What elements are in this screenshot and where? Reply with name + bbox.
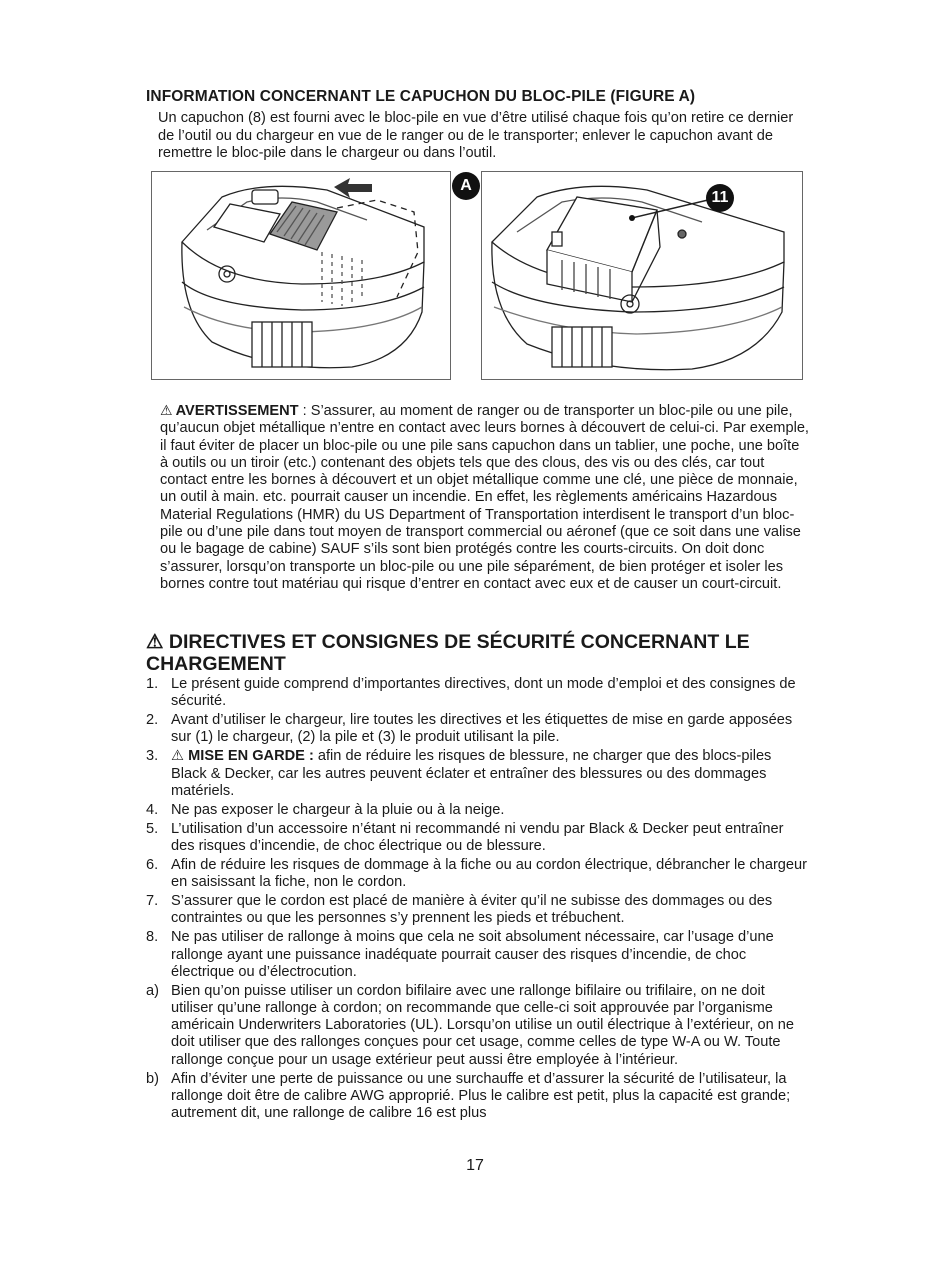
list-item (146, 821, 811, 855)
directives-list (146, 676, 811, 1124)
item-number: 6. (146, 857, 159, 874)
battery-with-cap-illustration (152, 172, 450, 379)
warning-lead: AVERTISSEMENT (175, 403, 299, 419)
page-number: 17 (466, 1157, 484, 1174)
warning-triangle-icon: ⚠ (160, 402, 173, 418)
item-text: Afin de réduire les risques de dommage à la fiche ou au cordon électrique, débrancher le chargeur en saisissant la fiche, non le cordon. (171, 857, 808, 891)
section-title: INFORMATION CONCERNANT LE CAPUCHON DU BLOC-PILE (FIGURE A) (146, 88, 696, 105)
list-item (146, 712, 811, 746)
warning-triangle-icon: ⚠ (171, 748, 189, 765)
warning-triangle-icon: ⚠ (146, 631, 164, 653)
intro-paragraph: Un capuchon (8) est fourni avec le bloc-pile en vue d’être utilisé chaque fois qu’on retire ce dernier de l’outil ou du chargeur en vue de le ranger ou de le transporter; enlever le capuchon avant de remettre le bloc-pile dans le chargeur ou dans l’outil. (158, 110, 794, 162)
list-item (146, 893, 811, 927)
item-lead: MISE EN GARDE : (188, 748, 314, 765)
list-item (146, 983, 811, 1069)
directives-title: DIRECTIVES ET CONSIGNES DE SÉCURITÉ CONCERNANT LE CHARGEMENT (146, 631, 750, 675)
item-text: S’assurer que le cordon est placé de manière à éviter qu’il ne subisse des dommages ou des contraintes ou que les personnes s’y prennent les pieds et trébuchent. (171, 893, 773, 927)
callout-badge: 11 (706, 184, 734, 212)
item-text: Afin d’éviter une perte de puissance ou une surchauffe et d’assurer la sécurité de l’utilisateur, la rallonge doit être de calibre AWG approprié. Plus le calibre est petit, plus la capacité est grande; autrement dit, une rallonge de calibre 16 est plus (171, 1070, 791, 1122)
item-number: 7. (146, 893, 159, 910)
list-item (146, 857, 811, 891)
item-text: Le présent guide comprend d’importantes directives, dont un mode d’emploi et des consignes de sécurité. (171, 676, 796, 710)
item-text: Ne pas utiliser de rallonge à moins que cela ne soit absolument nécessaire, car l’usage d’une rallonge ayant une puissance inadéquate pourrait causer des risques d’incendie, de choc électrique ou d’électrocution. (171, 929, 774, 980)
item-text: Avant d’utiliser le chargeur, lire toutes les directives et les étiquettes de mise en garde apposées sur (1) le chargeur, (2) la pile et (3) le produit utilisant la pile. (171, 712, 793, 746)
item-text: Ne pas exposer le chargeur à la pluie ou à la neige. (171, 801, 505, 818)
item-number: 8. (146, 929, 159, 946)
item-text: L’utilisation d’un accessoire n’étant ni recommandé ni vendu par Black & Decker peut entraîner des risques d’incendie, de choc électrique ou de blessure. (171, 820, 784, 855)
item-number: 5. (146, 820, 159, 837)
directives-heading (146, 631, 846, 675)
list-item (146, 748, 811, 800)
item-number: 1. (146, 676, 159, 692)
figure-a-left-panel (151, 171, 451, 380)
item-number: 2. (146, 712, 159, 729)
list-item (146, 676, 811, 710)
figure-a-right-panel (481, 171, 803, 380)
battery-cap-installed-illustration (482, 172, 802, 379)
item-number: 4. (146, 801, 159, 818)
list-item (146, 1071, 811, 1123)
item-text: Bien qu’on puisse utiliser un cordon bifilaire avec une rallonge bifilaire ou trifilaire, on ne doit utiliser qu’une rallonge à cordon; on recommande que celle-ci soit approuvée par l’organisme américain Underwriters Laboratories (UL). Lorsqu’on utilise un outil électrique à l’extérieur, on ne doit utiliser que des rallonges conçues pour cet usage, comme celles de type W-A ou W. Toute rallonge conçue pour un usage extérieur peut aussi être employée à l’intérieur. (171, 982, 794, 1068)
item-number: b) (146, 1070, 159, 1087)
item-number: a) (146, 982, 159, 999)
warning-paragraph (160, 402, 810, 593)
warning-text: : S’assurer, au moment de ranger ou de transporter un bloc-pile ou une pile, qu’aucun objet métallique n’entre en contact avec leurs bornes à découvert de celui-ci. Par exemple, il faut éviter de placer un bloc-pile ou une pile sans capuchon dans un tablier, une poche, une boîte à outils ou un tiroir (etc.) contenant des objets tels que des clous, des vis ou des clés, car tout contact entre les bornes à découvert et un objet métallique comme une clé, une pièce de monnaie, un outil à main. etc. pourrait causer un incendie. En effet, les règlements américains Hazardous Material Regulations (HMR) du US Department of Transportation interdisent le transport d’un bloc-pile ou d’une pile dans tout moyen de transport commercial ou aéronef (que ce soit dans une valise ou le bagage de cabine) SAUF s’ils sont bien protégés contre les courts-circuits. On doit donc s’assurer, lorsqu’on transporte un bloc-pile ou une pile séparément, de bien protéger et isoler les bornes contre tout matériau qui risque d’entrer en contact avec eux et de causer un court-circuit. (160, 403, 809, 592)
figure-label-badge: A (452, 172, 480, 200)
item-text: afin de réduire les risques de blessure, ne charger que des blocs-piles Black & Decker, car les autres peuvent éclater et entraîner des blessures ou des dommages matériels. (171, 748, 772, 799)
list-item (146, 802, 811, 819)
list-item (146, 929, 811, 981)
item-number: 3. (146, 748, 159, 765)
